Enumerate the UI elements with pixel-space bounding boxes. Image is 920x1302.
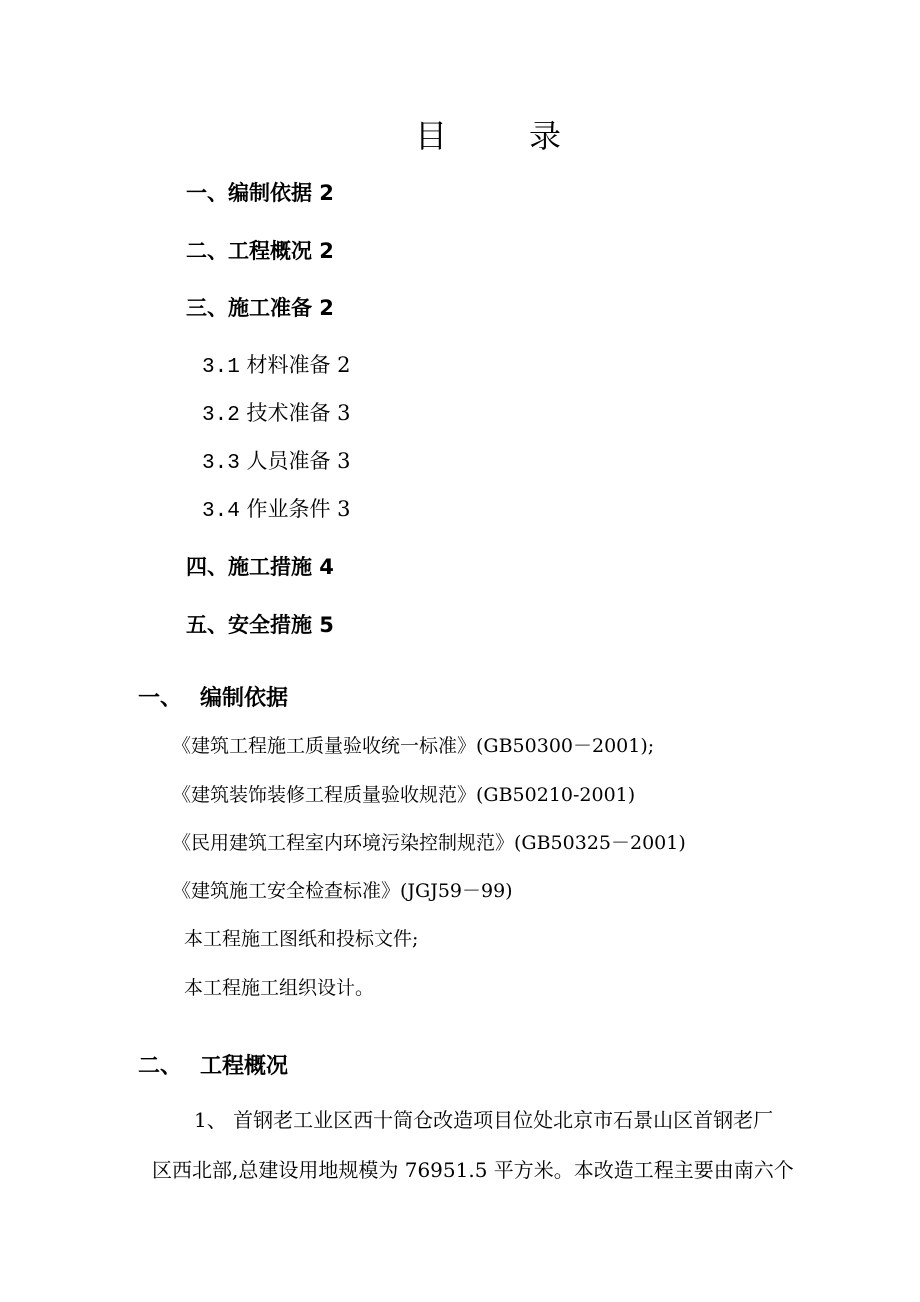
toc-subitem-number: 3.4 — [202, 500, 240, 523]
overview-paragraph-line-1: 1、 首钢老工业区西十筒仓改造项目位处北京市石景山区首钢老厂 — [194, 1108, 774, 1132]
toc-heading-4[interactable]: 四、施工措施 4 — [186, 555, 334, 579]
overview-paragraph-line-2: 区西北部,总建设用地规模为 76951.5 平方米。本改造工程主要由南六个 — [152, 1158, 794, 1182]
basis-line-2: 《建筑装饰装修工程质量验收规范》(GB50210-2001) — [172, 784, 636, 806]
toc-heading-5[interactable]: 五、安全措施 5 — [186, 613, 334, 637]
toc-subitem-number: 3.1 — [202, 356, 240, 379]
toc-title: 目录 — [415, 117, 644, 155]
toc-subitem-3-3[interactable] — [202, 451, 351, 474]
basis-line-6: 本工程施工组织设计。 — [184, 977, 375, 999]
section-title: 工程概况 — [200, 1054, 289, 1079]
toc-heading-1[interactable]: 一、编制依据 2 — [186, 181, 334, 205]
section-heading-overview — [138, 1056, 288, 1078]
toc-subitem-number: 3.3 — [202, 452, 240, 475]
section-title: 编制依据 — [200, 686, 289, 711]
toc-subitem-3-1[interactable] — [202, 355, 351, 378]
toc-subitem-3-2[interactable] — [202, 403, 351, 426]
toc-heading-2[interactable]: 二、工程概况 2 — [186, 239, 334, 263]
toc-subitem-label: 作业条件 3 — [246, 497, 351, 521]
toc-heading-3[interactable]: 三、施工准备 2 — [186, 296, 334, 320]
toc-subitem-label: 材料准备 2 — [246, 353, 351, 377]
section-number: 二、 — [138, 1054, 183, 1079]
basis-line-4: 《建筑施工安全检查标准》(JGJ59－99) — [172, 880, 513, 902]
toc-subitem-label: 技术准备 3 — [246, 401, 351, 425]
section-number: 一、 — [138, 686, 183, 711]
toc-subitem-label: 人员准备 3 — [246, 449, 351, 473]
basis-line-5: 本工程施工图纸和投标文件; — [184, 928, 419, 950]
toc-subitem-3-4[interactable] — [202, 499, 351, 522]
basis-line-3: 《民用建筑工程室内环境污染控制规范》(GB50325－2001) — [172, 832, 686, 854]
toc-subitem-number: 3.2 — [202, 404, 240, 427]
basis-line-1: 《建筑工程施工质量验收统一标准》(GB50300－2001); — [172, 735, 655, 757]
section-heading-basis — [138, 688, 288, 710]
